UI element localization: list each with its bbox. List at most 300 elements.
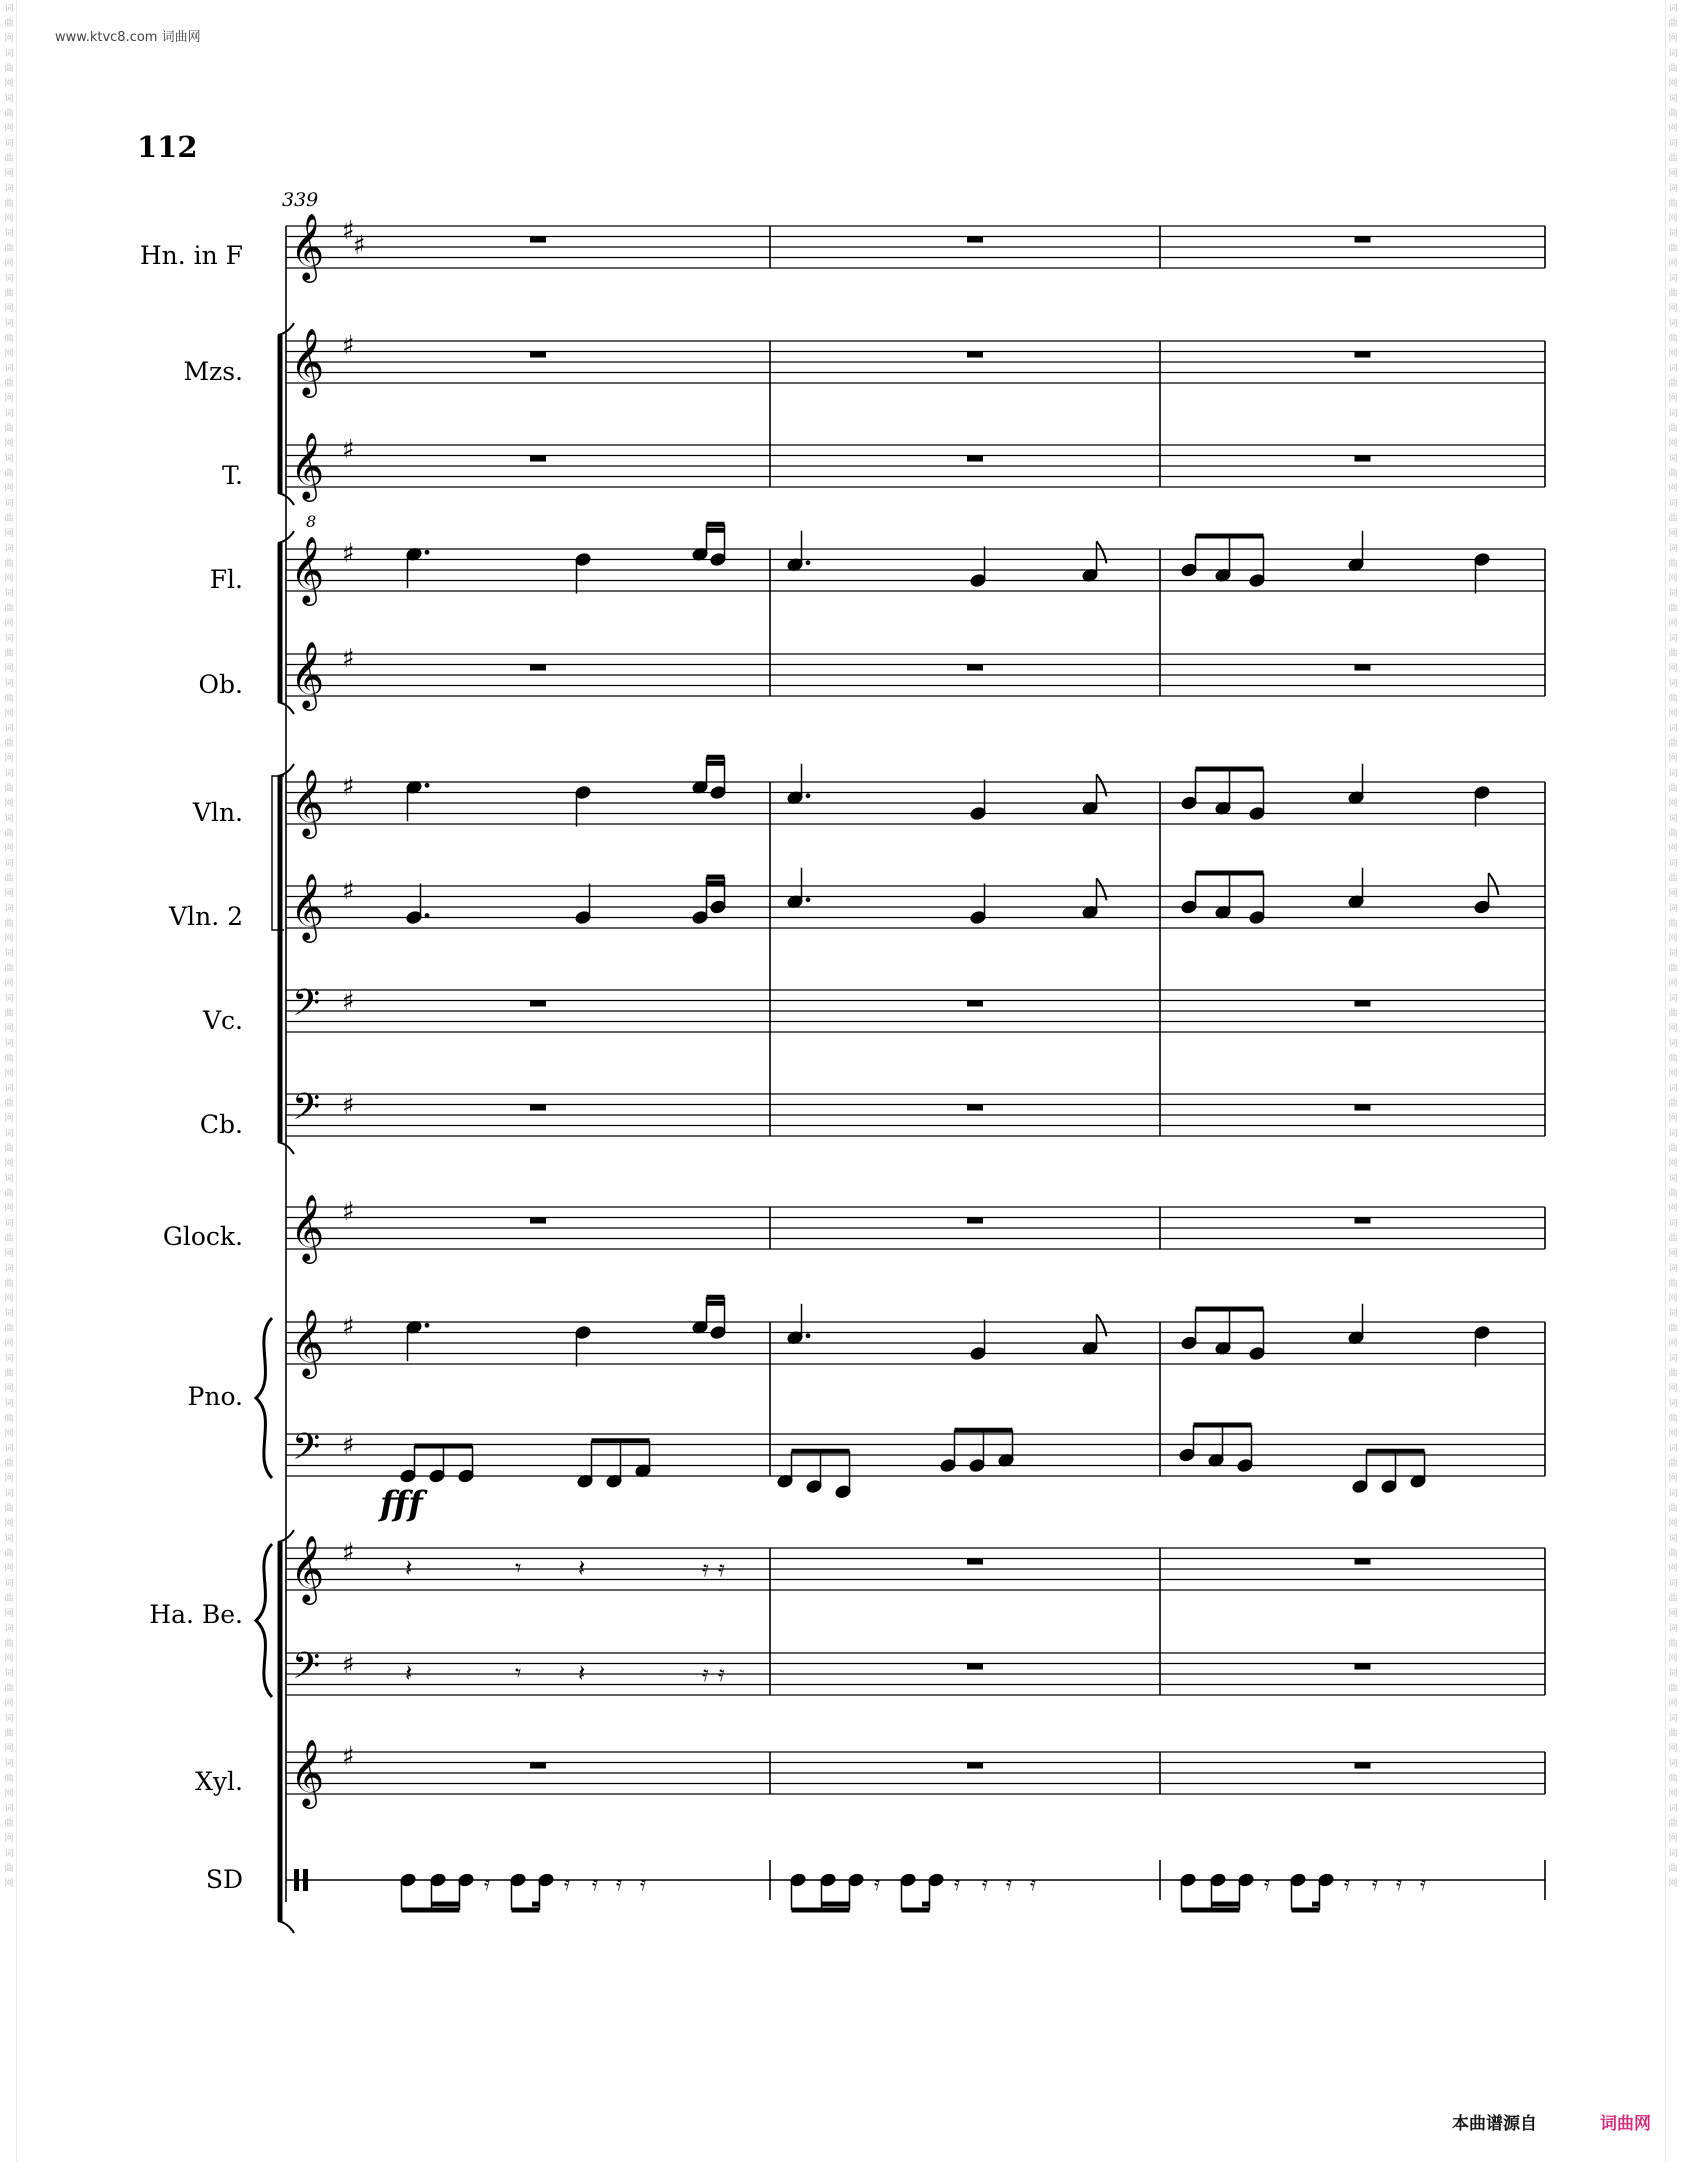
- watermark-glyph: 词: [1668, 994, 1678, 1004]
- instrument-label: SD: [205, 1865, 243, 1894]
- watermark-glyph: 词: [4, 724, 14, 734]
- watermark-glyph: 词: [4, 1489, 14, 1499]
- watermark-glyph: 曲: [4, 1054, 14, 1064]
- watermark-glyph: 词: [1668, 544, 1678, 554]
- watermark-glyph: 曲: [1668, 334, 1678, 344]
- rest-symbol: 𝄿: [1030, 1871, 1037, 1895]
- sharp-icon: ♯: [342, 1431, 355, 1461]
- whole-rest: [530, 352, 546, 358]
- watermark-glyph: 曲: [1668, 1414, 1678, 1424]
- watermark-glyph: 网: [4, 574, 14, 584]
- treble-clef-icon: 𝄞: [290, 535, 325, 603]
- watermark-glyph: 词: [4, 1444, 14, 1454]
- watermark-glyph: 词: [1668, 1714, 1678, 1724]
- watermark-glyph: 网: [1668, 1204, 1678, 1214]
- watermark-glyph: 词: [4, 1039, 14, 1049]
- sharp-icon: ♯: [342, 644, 355, 674]
- watermark-glyph: 网: [1668, 1609, 1678, 1619]
- watermark-glyph: 词: [4, 1264, 14, 1274]
- bass-clef-icon: 𝄢: [292, 1426, 321, 1477]
- augmentation-dot: [425, 1323, 430, 1328]
- watermark-glyph: 曲: [1668, 1234, 1678, 1244]
- rest-symbol: 𝄿: [702, 1557, 709, 1582]
- watermark-glyph: 网: [4, 664, 14, 674]
- watermark-glyph: 曲: [1668, 1864, 1678, 1874]
- watermark-glyph: 曲: [1668, 244, 1678, 254]
- watermark-glyph: 网: [1668, 1114, 1678, 1124]
- instrument-label: Hn. in F: [139, 241, 243, 270]
- watermark-glyph: 词: [1668, 904, 1678, 914]
- watermark-glyph: 曲: [1668, 874, 1678, 884]
- watermark-glyph: 曲: [1668, 1324, 1678, 1334]
- watermark-glyph: 网: [1668, 529, 1678, 539]
- instrument-label: Pno.: [187, 1382, 243, 1411]
- whole-rest: [1355, 352, 1371, 358]
- augmentation-dot: [806, 793, 811, 798]
- watermark-glyph: 曲: [1668, 1594, 1678, 1604]
- rest-symbol: 𝄿: [640, 1871, 647, 1895]
- watermark-glyph: 网: [1668, 754, 1678, 764]
- watermark-glyph: 网: [4, 1294, 14, 1304]
- rest-symbol: 𝄿: [954, 1871, 961, 1895]
- watermark-glyph: 曲: [1668, 739, 1678, 749]
- watermark-glyph: 网: [1668, 1069, 1678, 1079]
- watermark-glyph: 词: [4, 1084, 14, 1094]
- percussion-clef-icon: [303, 1869, 308, 1891]
- watermark-glyph: 词: [1668, 1174, 1678, 1184]
- whole-rest: [967, 1105, 983, 1111]
- watermark-glyph: 曲: [4, 1684, 14, 1694]
- whole-rest: [1355, 237, 1371, 243]
- sharp-icon: ♯: [342, 1538, 355, 1568]
- watermark-glyph: 网: [1668, 574, 1678, 584]
- watermark-glyph: 曲: [4, 424, 14, 434]
- whole-rest: [967, 456, 983, 462]
- watermark-glyph: 曲: [4, 154, 14, 164]
- watermark-glyph: 网: [4, 484, 14, 494]
- rest-symbol: 𝄿: [564, 1871, 571, 1895]
- watermark-glyph: 词: [4, 1354, 14, 1364]
- watermark-glyph: 网: [4, 1384, 14, 1394]
- rest-symbol: 𝄿: [1264, 1871, 1271, 1895]
- watermark-glyph: 曲: [4, 784, 14, 794]
- watermark-glyph: 词: [1668, 364, 1678, 374]
- watermark-glyph: 词: [4, 94, 14, 104]
- watermark-glyph: 曲: [4, 1549, 14, 1559]
- grand-staff-brace: [256, 1318, 272, 1478]
- watermark-glyph: 词: [4, 1849, 14, 1859]
- watermark-glyph: 词: [1668, 1804, 1678, 1814]
- augmentation-dot: [806, 1333, 811, 1338]
- watermark-glyph: 曲: [4, 64, 14, 74]
- watermark-glyph: 网: [4, 79, 14, 89]
- rest-symbol: 𝄿: [484, 1871, 491, 1895]
- watermark-glyph: 词: [1668, 1039, 1678, 1049]
- watermark-glyph: 词: [1668, 589, 1678, 599]
- watermark-glyph: 网: [1668, 439, 1678, 449]
- watermark-glyph: 网: [1668, 1474, 1678, 1484]
- watermark-glyph: 词: [4, 859, 14, 869]
- whole-rest: [967, 237, 983, 243]
- watermark-glyph: 曲: [4, 1459, 14, 1469]
- whole-rest: [1355, 1664, 1371, 1670]
- percussion-clef-icon: [294, 1869, 299, 1891]
- watermark-glyph: 曲: [4, 379, 14, 389]
- rest-symbol: 𝄿: [718, 1557, 725, 1582]
- whole-rest: [530, 456, 546, 462]
- watermark-glyph: 网: [1668, 1294, 1678, 1304]
- watermark-glyph: 网: [1668, 124, 1678, 134]
- watermark-glyph: 词: [1668, 859, 1678, 869]
- watermark-glyph: 词: [1668, 1759, 1678, 1769]
- watermark-glyph: 网: [1668, 1249, 1678, 1259]
- whole-rest: [530, 665, 546, 671]
- rest-symbol: 𝄿: [874, 1871, 881, 1895]
- watermark-glyph: 词: [1668, 4, 1678, 14]
- watermark-glyph: 曲: [1668, 1279, 1678, 1289]
- watermark-glyph: 网: [1668, 1159, 1678, 1169]
- watermark-glyph: 网: [4, 394, 14, 404]
- whole-rest: [1355, 456, 1371, 462]
- watermark-glyph: 曲: [4, 1144, 14, 1154]
- whole-rest: [530, 1105, 546, 1111]
- augmentation-dot: [806, 897, 811, 902]
- clef-octave-label: 8: [306, 512, 317, 531]
- watermark-glyph: 网: [4, 1204, 14, 1214]
- watermark-glyph: 曲: [1668, 919, 1678, 929]
- treble-clef-icon: 𝄞: [290, 327, 325, 395]
- sharp-icon: ♯: [342, 1197, 355, 1227]
- watermark-glyph: 曲: [4, 334, 14, 344]
- watermark-glyph: 网: [1668, 889, 1678, 899]
- watermark-glyph: 词: [1668, 1444, 1678, 1454]
- whole-rest: [530, 1763, 546, 1769]
- watermark-glyph: 曲: [1668, 604, 1678, 614]
- rest-symbol: 𝄽: [405, 1659, 413, 1687]
- whole-rest: [967, 1001, 983, 1007]
- instrument-label: Fl.: [209, 565, 243, 594]
- watermark-glyph: 词: [4, 1624, 14, 1634]
- watermark-glyph: 网: [1668, 169, 1678, 179]
- rest-symbol: 𝄿: [592, 1871, 599, 1895]
- watermark-glyph: 曲: [4, 1324, 14, 1334]
- watermark-glyph: 词: [1668, 1309, 1678, 1319]
- watermark-glyph: 网: [1668, 259, 1678, 269]
- watermark-glyph: 曲: [4, 1414, 14, 1424]
- watermark-glyph: 网: [1668, 709, 1678, 719]
- whole-rest: [530, 1218, 546, 1224]
- watermark-glyph: 网: [1668, 619, 1678, 629]
- watermark-glyph: 词: [1668, 1624, 1678, 1634]
- treble-clef-icon: 𝄞: [290, 872, 325, 940]
- rest-symbol: 𝄾: [515, 1554, 522, 1582]
- rest-symbol: 𝄿: [1396, 1871, 1403, 1895]
- watermark-glyph: 网: [1668, 1384, 1678, 1394]
- watermark-glyph: 网: [4, 1339, 14, 1349]
- augmentation-dot: [425, 550, 430, 555]
- watermark-glyph: 曲: [1668, 1504, 1678, 1514]
- watermark-glyph: 网: [4, 1114, 14, 1124]
- watermark-glyph: 曲: [4, 739, 14, 749]
- bass-clef-icon: 𝄢: [292, 982, 321, 1033]
- watermark-glyph: 网: [4, 1519, 14, 1529]
- instrument-label: Cb.: [199, 1110, 243, 1139]
- watermark-glyph: 网: [4, 1024, 14, 1034]
- watermark-glyph: 曲: [1668, 1144, 1678, 1154]
- whole-rest: [1355, 665, 1371, 671]
- treble-clef-icon: 𝄞: [290, 1308, 325, 1376]
- watermark-glyph: 词: [4, 904, 14, 914]
- watermark-glyph: 网: [4, 529, 14, 539]
- watermark-glyph: 词: [4, 1174, 14, 1184]
- watermark-glyph: 词: [4, 4, 14, 14]
- watermark-glyph: 词: [4, 364, 14, 374]
- whole-rest: [1355, 1559, 1371, 1565]
- watermark-glyph: 曲: [4, 829, 14, 839]
- watermark-glyph: 曲: [4, 1729, 14, 1739]
- watermark-glyph: 曲: [4, 649, 14, 659]
- watermark-glyph: 词: [4, 49, 14, 59]
- whole-rest: [530, 1001, 546, 1007]
- watermark-glyph: 网: [4, 934, 14, 944]
- watermark-glyph: 词: [1668, 274, 1678, 284]
- treble-clef-icon: 𝄞: [290, 431, 325, 499]
- sharp-icon: ♯: [342, 539, 355, 569]
- watermark-glyph: 网: [4, 259, 14, 269]
- watermark-glyph: 曲: [4, 919, 14, 929]
- sharp-icon: ♯: [342, 1650, 355, 1680]
- watermark-glyph: 词: [1668, 49, 1678, 59]
- watermark-glyph: 曲: [4, 1864, 14, 1874]
- watermark-glyph: 网: [1668, 1024, 1678, 1034]
- whole-rest: [967, 1664, 983, 1670]
- watermark-glyph: 网: [1668, 799, 1678, 809]
- watermark-glyph: 网: [4, 889, 14, 899]
- instrument-label: T.: [222, 461, 243, 490]
- watermark-glyph: 网: [4, 1834, 14, 1844]
- rest-symbol: 𝄽: [578, 1554, 586, 1582]
- watermark-glyph: 曲: [4, 19, 14, 29]
- augmentation-dot: [806, 560, 811, 565]
- watermark-glyph: 曲: [1668, 514, 1678, 524]
- watermark-glyph: 曲: [1668, 1009, 1678, 1019]
- watermark-glyph: 曲: [4, 1189, 14, 1199]
- watermark-glyph: 网: [4, 1159, 14, 1169]
- watermark-glyph: 曲: [4, 289, 14, 299]
- rest-symbol: 𝄿: [616, 1871, 623, 1895]
- watermark-glyph: 网: [4, 349, 14, 359]
- watermark-glyph: 网: [4, 979, 14, 989]
- watermark-glyph: 词: [1668, 814, 1678, 824]
- watermark-glyph: 曲: [4, 244, 14, 254]
- instrument-label: Vln.: [192, 798, 243, 827]
- watermark-glyph: 词: [1668, 1129, 1678, 1139]
- rest-symbol: 𝄿: [702, 1662, 709, 1687]
- watermark-glyph: 曲: [4, 1234, 14, 1244]
- watermark-glyph: 网: [1668, 304, 1678, 314]
- watermark-glyph: 网: [4, 1699, 14, 1709]
- sharp-icon: ♯: [342, 1742, 355, 1772]
- watermark-glyph: 曲: [4, 1009, 14, 1019]
- watermark-glyph: 曲: [4, 1279, 14, 1289]
- treble-clef-icon: 𝄞: [290, 1534, 325, 1602]
- instrument-label: Ob.: [198, 670, 243, 699]
- watermark-glyph: 网: [4, 34, 14, 44]
- watermark-glyph: 网: [1668, 394, 1678, 404]
- watermark-glyph: 曲: [1668, 199, 1678, 209]
- watermark-glyph: 词: [4, 544, 14, 554]
- watermark-glyph: 曲: [4, 109, 14, 119]
- watermark-glyph: 词: [4, 589, 14, 599]
- watermark-glyph: 曲: [1668, 289, 1678, 299]
- watermark-glyph: 词: [4, 1309, 14, 1319]
- watermark-glyph: 网: [1668, 214, 1678, 224]
- instrument-label: Vln. 2: [169, 902, 243, 931]
- watermark-glyph: 曲: [4, 1639, 14, 1649]
- watermark-glyph: 曲: [4, 1819, 14, 1829]
- watermark-glyph: 网: [4, 1879, 14, 1889]
- whole-rest: [967, 352, 983, 358]
- watermark-glyph: 词: [4, 1399, 14, 1409]
- header-url: www.ktvc8.com 词曲网: [55, 30, 201, 45]
- watermark-glyph: 词: [1668, 679, 1678, 689]
- watermark-glyph: 词: [4, 1129, 14, 1139]
- instrument-label: Ha. Be.: [149, 1600, 243, 1629]
- rest-symbol: 𝄾: [515, 1659, 522, 1687]
- whole-rest: [1355, 1218, 1371, 1224]
- watermark-glyph: 曲: [1668, 829, 1678, 839]
- watermark-glyph: 网: [4, 1789, 14, 1799]
- watermark-glyph: 曲: [1668, 649, 1678, 659]
- watermark-glyph: 曲: [1668, 1189, 1678, 1199]
- watermark-glyph: 网: [1668, 1789, 1678, 1799]
- watermark-glyph: 词: [4, 1759, 14, 1769]
- watermark-glyph: 网: [4, 619, 14, 629]
- watermark-glyph: 词: [4, 634, 14, 644]
- watermark-glyph: 曲: [1668, 1459, 1678, 1469]
- watermark-glyph: 词: [1668, 1534, 1678, 1544]
- whole-rest: [1355, 1001, 1371, 1007]
- watermark-glyph: 曲: [4, 1594, 14, 1604]
- sharp-icon: ♯: [342, 216, 355, 246]
- instrument-label: Glock.: [162, 1222, 243, 1251]
- watermark-glyph: 词: [4, 769, 14, 779]
- watermark-glyph: 词: [4, 229, 14, 239]
- watermark-glyph: 网: [4, 1249, 14, 1259]
- treble-clef-icon: 𝄞: [290, 212, 325, 280]
- watermark-glyph: 词: [4, 1669, 14, 1679]
- dynamic-marking: fff: [380, 1484, 423, 1524]
- watermark-glyph: 曲: [4, 199, 14, 209]
- watermark-glyph: 词: [1668, 1489, 1678, 1499]
- watermark-glyph: 词: [1668, 634, 1678, 644]
- watermark-glyph: 网: [4, 439, 14, 449]
- augmentation-dot: [425, 783, 430, 788]
- watermark-glyph: 词: [1668, 1849, 1678, 1859]
- watermark-glyph: 曲: [4, 1504, 14, 1514]
- sharp-icon: ♯: [342, 1091, 355, 1121]
- whole-rest: [967, 1559, 983, 1565]
- watermark-glyph: 网: [4, 304, 14, 314]
- watermark-glyph: 网: [1668, 1654, 1678, 1664]
- watermark-glyph: 曲: [1668, 1684, 1678, 1694]
- watermark-glyph: 词: [1668, 1669, 1678, 1679]
- rest-symbol: 𝄽: [405, 1554, 413, 1582]
- watermark-glyph: 曲: [4, 559, 14, 569]
- watermark-glyph: 曲: [1668, 1369, 1678, 1379]
- watermark-glyph: 词: [4, 1219, 14, 1229]
- watermark-glyph: 网: [1668, 1879, 1678, 1889]
- watermark-glyph: 词: [4, 1579, 14, 1589]
- page-number: 112: [137, 130, 198, 164]
- instrument-label: Xyl.: [195, 1767, 243, 1796]
- watermark-glyph: 词: [1668, 949, 1678, 959]
- watermark-glyph: 曲: [1668, 154, 1678, 164]
- rest-symbol: 𝄿: [1372, 1871, 1379, 1895]
- watermark-glyph: 曲: [1668, 694, 1678, 704]
- watermark-glyph: 曲: [1668, 1639, 1678, 1649]
- grand-staff-brace: [256, 1544, 272, 1697]
- watermark-glyph: 曲: [4, 604, 14, 614]
- watermark-glyph: 网: [4, 1429, 14, 1439]
- measure-number: 339: [282, 189, 319, 211]
- watermark-glyph: 曲: [1668, 1819, 1678, 1829]
- watermark-glyph: 网: [4, 169, 14, 179]
- watermark-glyph: 曲: [1668, 424, 1678, 434]
- watermark-glyph: 词: [4, 274, 14, 284]
- watermark-glyph: 网: [1668, 79, 1678, 89]
- watermark-glyph: 词: [1668, 1399, 1678, 1409]
- sharp-icon: ♯: [342, 772, 355, 802]
- watermark-glyph: 词: [1668, 319, 1678, 329]
- whole-rest: [967, 1218, 983, 1224]
- watermark-glyph: 词: [4, 409, 14, 419]
- sharp-icon: ♯: [342, 331, 355, 361]
- watermark-glyph: 网: [1668, 664, 1678, 674]
- watermark-glyph: 曲: [1668, 379, 1678, 389]
- watermark-glyph: 网: [4, 1564, 14, 1574]
- treble-clef-icon: 𝄞: [290, 640, 325, 708]
- watermark-glyph: 词: [1668, 1264, 1678, 1274]
- footer-brand-text: 词曲网: [1600, 2114, 1651, 2134]
- watermark-glyph: 词: [4, 454, 14, 464]
- whole-rest: [1355, 1763, 1371, 1769]
- rest-symbol: 𝄿: [1420, 1871, 1427, 1895]
- watermark-glyph: 词: [1668, 1579, 1678, 1589]
- watermark-glyph: 网: [1668, 1834, 1678, 1844]
- watermark-glyph: 网: [1668, 979, 1678, 989]
- group-bracket: [278, 1921, 294, 1933]
- watermark-glyph: 网: [4, 844, 14, 854]
- watermark-glyph: 网: [1668, 484, 1678, 494]
- watermark-glyph: 词: [1668, 1219, 1678, 1229]
- watermark-glyph: 曲: [1668, 64, 1678, 74]
- sharp-icon: ♯: [353, 231, 366, 261]
- watermark-glyph: 网: [4, 124, 14, 134]
- watermark-glyph: 词: [4, 499, 14, 509]
- watermark-glyph: 曲: [1668, 784, 1678, 794]
- watermark-glyph: 曲: [1668, 1054, 1678, 1064]
- watermark-glyph: 网: [1668, 844, 1678, 854]
- watermark-glyph: 词: [4, 139, 14, 149]
- watermark-glyph: 曲: [4, 874, 14, 884]
- sharp-icon: ♯: [342, 987, 355, 1017]
- watermark-glyph: 曲: [1668, 964, 1678, 974]
- watermark-glyph: 网: [1668, 934, 1678, 944]
- whole-rest: [967, 1763, 983, 1769]
- whole-rest: [1355, 1105, 1371, 1111]
- whole-rest: [967, 665, 983, 671]
